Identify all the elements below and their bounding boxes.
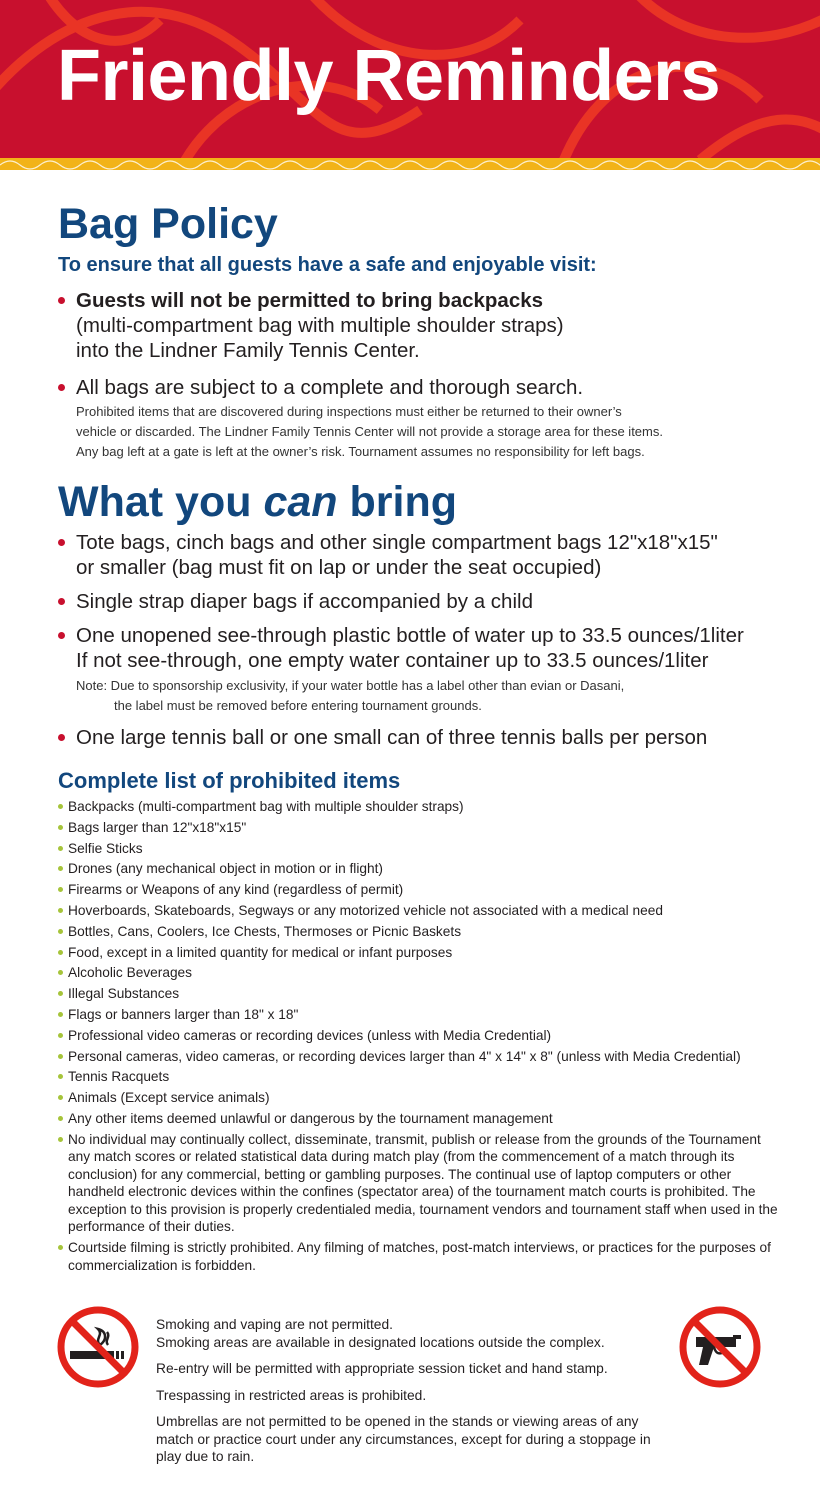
water-note: the label must be removed before entering tournament grounds. [114, 698, 482, 713]
bullet-icon [58, 734, 65, 741]
stripe-pattern [0, 159, 820, 170]
list-item [58, 1110, 778, 1128]
bag-item-detail: vehicle or discarded. The Lindner Family Tennis Center will not provide a storage area for these items. [76, 424, 663, 439]
list-item [58, 1048, 778, 1066]
list-item [58, 1027, 778, 1045]
prohibited-item-text: Flags or banners larger than 18" x 18" [68, 1006, 299, 1022]
can-item-line: or smaller (bag must fit on lap or under the seat occupied) [76, 556, 602, 579]
header-banner [0, 0, 820, 158]
can-bring-title-pre: What you [58, 478, 264, 526]
bag-item-detail: Any bag left at a gate is left at the owner’s risk. Tournament assumes no responsibility for left bags. [76, 444, 645, 459]
prohibited-item-text: Tennis Racquets [68, 1069, 170, 1085]
list-item [58, 1068, 778, 1086]
bullet-icon [58, 297, 65, 304]
bag-item-detail: Prohibited items that are discovered during inspections must either be returned to their owner’s [76, 404, 622, 419]
list-item [58, 725, 798, 750]
prohibited-item-text: Food, except in a limited quantity for medical or infant purposes [68, 944, 453, 960]
prohibited-item-text: Any other items deemed unlawful or dangerous by the tournament management [68, 1110, 553, 1126]
bag-item-bold: Guests will not be permitted to bring backpacks [76, 289, 544, 312]
bullet-icon [58, 991, 63, 996]
no-weapons-icon [678, 1305, 762, 1389]
bullet-icon [58, 1116, 63, 1121]
list-item [58, 375, 798, 462]
can-item-line: If not see-through, one empty water container up to 33.5 ounces/1liter [76, 649, 709, 672]
bullet-icon [58, 804, 63, 809]
bullet-icon [58, 846, 63, 851]
prohibited-item-text: Bags larger than 12"x18"x15" [68, 819, 247, 835]
bullet-icon [58, 598, 65, 605]
list-item [58, 1131, 778, 1236]
bag-item-line: (multi-compartment bag with multiple shoulder straps) [76, 314, 564, 337]
notice-trespass: Trespassing in restricted areas is prohibited. [156, 1387, 427, 1403]
can-bring-title-em: can [263, 478, 338, 526]
prohibited-item-text: Firearms or Weapons of any kind (regardless of permit) [68, 882, 404, 898]
list-item [58, 985, 778, 1003]
list-item [58, 881, 778, 899]
prohibited-item-text: Hoverboards, Skateboards, Segways or any motorized vehicle not associated with a medical need [68, 902, 663, 918]
bag-item-main: All bags are subject to a complete and thorough search. [76, 376, 584, 399]
prohibited-item-text: Professional video cameras or recording devices (unless with Media Credential) [68, 1027, 552, 1043]
can-bring-title [58, 478, 457, 526]
list-item [58, 860, 778, 878]
bullet-icon [58, 1012, 63, 1017]
notice-smoking-line: Smoking areas are available in designated locations outside the complex. [156, 1334, 605, 1350]
bullet-icon [58, 1054, 63, 1059]
prohibited-item-text: Animals (Except service animals) [68, 1090, 270, 1106]
prohibited-list [58, 798, 778, 1277]
notice-smoking-line: Smoking and vaping are not permitted. [156, 1317, 393, 1332]
list-item [58, 1089, 778, 1107]
prohibited-item-text: Drones (any mechanical object in motion or in flight) [68, 861, 383, 877]
bullet-icon [58, 950, 63, 955]
bag-policy-list [58, 288, 798, 462]
prohibited-item-text: No individual may continually collect, disseminate, transmit, publish or release from the grounds of the Tournament any match scores or related statistical data during match play (from the commencement of a match through its conclusion) for any commercial, betting or gambling purposes. The continual use of laptop computers or other handheld electronic devices within the confines (spectator area) of the tournament match courts is prohibited. The exception to this provision is properly credentialed media, tournament vendors and tournament staff when used in the performance of their duties. [68, 1131, 778, 1235]
list-item [58, 840, 778, 858]
prohibited-item-text: Bottles, Cans, Coolers, Ice Chests, Thermoses or Picnic Baskets [68, 923, 462, 939]
can-bring-title-post: bring [337, 478, 457, 526]
can-item-line: Single strap diaper bags if accompanied by a child [76, 590, 533, 613]
page-title: Friendly Reminders [57, 36, 721, 116]
list-item [58, 819, 778, 837]
prohibited-title: Complete list of prohibited items [58, 768, 401, 793]
bullet-icon [58, 825, 63, 830]
can-item-line: One large tennis ball or one small can of three tennis balls per person [76, 726, 708, 749]
list-item [58, 530, 798, 580]
list-item [58, 944, 778, 962]
prohibited-item-text: Backpacks (multi-compartment bag with multiple shoulder straps) [68, 799, 464, 814]
no-smoking-icon [56, 1305, 140, 1389]
list-item [58, 1239, 778, 1274]
bullet-icon [58, 1245, 63, 1250]
prohibited-item-text: Alcoholic Beverages [68, 965, 193, 981]
list-item [58, 1006, 778, 1024]
prohibited-item-text: Personal cameras, video cameras, or recording devices larger than 4" x 14" x 8" (unless with Media Credential) [68, 1048, 741, 1064]
bullet-icon [58, 866, 63, 871]
list-item [58, 589, 798, 614]
notice-umbrellas: Umbrellas are not permitted to be opened in the stands or viewing areas of any match or practice court under any circumstances, except for during a stoppage in play due to rain. [156, 1414, 651, 1464]
bullet-icon [58, 929, 63, 934]
list-item [58, 623, 798, 716]
list-item [58, 902, 778, 920]
bullet-icon [58, 1137, 63, 1142]
list-item [58, 923, 778, 941]
notices [156, 1316, 656, 1475]
can-bring-list [58, 530, 798, 750]
can-item-line: Tote bags, cinch bags and other single compartment bags 12"x18"x15" [76, 531, 718, 554]
list-item [58, 288, 798, 363]
bullet-icon [58, 632, 65, 639]
prohibited-item-text: Selfie Sticks [68, 840, 143, 856]
notice-smoking [156, 1316, 656, 1351]
bullet-icon [58, 1095, 63, 1100]
bullet-icon [58, 908, 63, 913]
notice-reentry: Re-entry will be permitted with appropriate session ticket and hand stamp. [156, 1361, 608, 1376]
prohibited-item-text: Illegal Substances [68, 986, 180, 1002]
list-item [58, 798, 778, 816]
prohibited-item-text: Courtside filming is strictly prohibited. Any filming of matches, post-match interviews, or practices for the purposes of commercialization is forbidden. [68, 1240, 771, 1273]
bullet-icon [58, 384, 65, 391]
bullet-icon [58, 1074, 63, 1079]
can-item-line: One unopened see-through plastic bottle of water up to 33.5 ounces/1liter [76, 624, 744, 647]
bag-item-line: into the Lindner Family Tennis Center. [76, 339, 420, 362]
bullet-icon [58, 539, 65, 546]
bullet-icon [58, 887, 63, 892]
bag-policy-title: Bag Policy [58, 200, 278, 248]
bullet-icon [58, 970, 63, 975]
list-item [58, 964, 778, 982]
decorative-stripe [0, 158, 820, 170]
water-note: Note: Due to sponsorship exclusivity, if your water bottle has a label other than evian or Dasani, [76, 678, 625, 693]
bullet-icon [58, 1033, 63, 1038]
bag-policy-intro: To ensure that all guests have a safe and enjoyable visit: [58, 254, 597, 276]
